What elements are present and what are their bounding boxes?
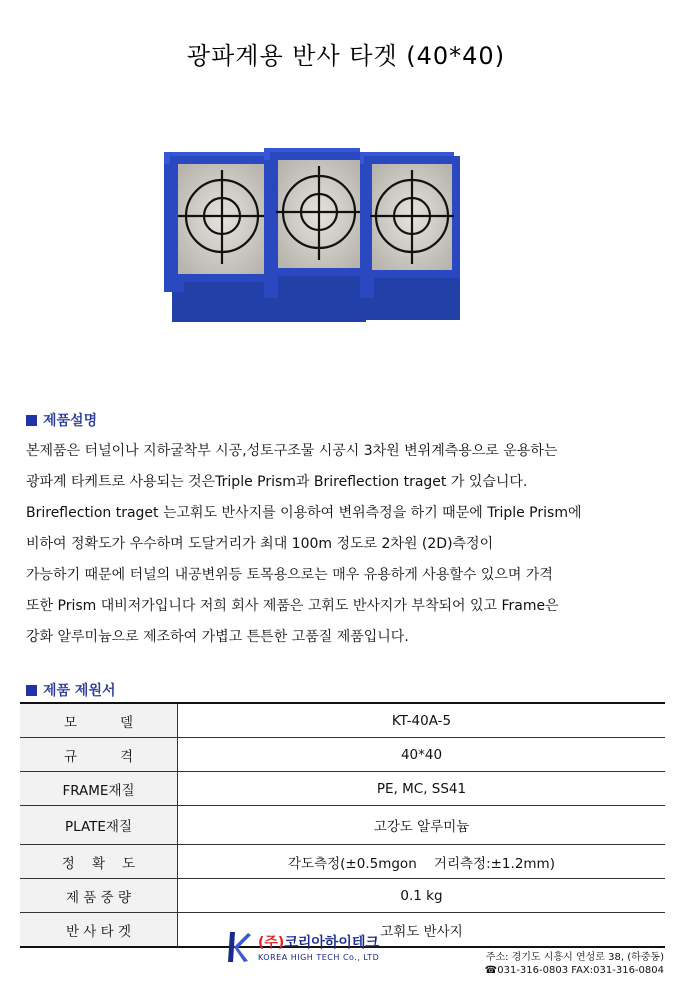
- description-line: 광파계 타케트로 사용되는 것은Triple Prism과 Brireflection traget 가 있습니다.: [26, 474, 528, 490]
- page-title: 광파계용 반사 타겟 (40*40): [186, 42, 506, 70]
- spec-value: KT-40A-5: [178, 703, 666, 738]
- spec-value: 고휘도 반사지: [178, 913, 666, 948]
- table-row: [20, 845, 665, 879]
- spec-label: 정 확 도: [20, 845, 178, 879]
- company-bracket: (주): [258, 935, 285, 951]
- spec-value: 0.1 kg: [178, 879, 666, 913]
- table-row: [20, 879, 665, 913]
- company-logo: [226, 930, 379, 964]
- target-2: [264, 148, 366, 322]
- spec-table: [20, 702, 665, 948]
- description-line: 또한 Prism 대비저가입니다 저희 회사 제품은 고휘도 반사지가 부착되어 있고 Frame은: [26, 598, 559, 614]
- table-row: [20, 772, 665, 806]
- spec-label: 모 델: [20, 703, 178, 738]
- company-name-en: KOREA HIGH TECH Co., LTD: [258, 953, 380, 962]
- spec-label: 규 격: [20, 738, 178, 772]
- company-name-ko-text: 코리아하이테크: [284, 935, 379, 951]
- square-bullet-icon: [26, 415, 37, 426]
- table-row: [20, 806, 665, 845]
- contact-line: ☎031-316-0803 FAX:031-316-0804: [484, 965, 664, 976]
- spec-value: 고강도 알루미늄: [178, 806, 666, 845]
- section-heading-text: 제품설명: [43, 413, 98, 429]
- product-description: [26, 436, 666, 653]
- address-line: 주소: 경기도 시흥시 연성로 38, (하중동): [485, 952, 664, 963]
- spec-label: FRAME재질: [20, 772, 178, 806]
- description-line: Brireflection traget 는고휘도 반사지를 이용하여 변위측정을 하기 때문에 Triple Prism에: [26, 505, 582, 521]
- spec-label: 반 사 타 겟: [20, 913, 178, 948]
- product-photo: [108, 88, 578, 383]
- section-heading-text: 제품 제원서: [43, 683, 116, 699]
- section-heading-spec: [26, 680, 116, 700]
- target-3: [360, 152, 460, 320]
- spec-value: 각도측정(±0.5mgon 거리측정:±1.2mm): [178, 845, 666, 879]
- table-row: [20, 738, 665, 772]
- spec-value: 40*40: [178, 738, 666, 772]
- spec-label: 제 품 중 량: [20, 879, 178, 913]
- description-line: 본제품은 터널이나 지하굴착부 시공,성토구조물 시공시 3차원 변위계측용으로 운용하는: [26, 443, 558, 459]
- company-name-ko: [258, 932, 379, 952]
- spec-value: PE, MC, SS41: [178, 772, 666, 806]
- k-logo-icon: [226, 930, 252, 964]
- table-row: [20, 703, 665, 738]
- target-1: [164, 152, 270, 322]
- description-line: 강화 알루미늄으로 제조하여 가볍고 튼튼한 고품질 제품입니다.: [26, 629, 409, 645]
- company-address: [485, 951, 664, 977]
- square-bullet-icon: [26, 685, 37, 696]
- spec-label: PLATE재질: [20, 806, 178, 845]
- section-heading-description: [26, 410, 97, 430]
- description-line: 가능하기 때문에 터널의 내공변위등 토목용으로는 매우 유용하게 사용할수 있으며 가격: [26, 567, 553, 583]
- description-line: 비하여 정확도가 우수하며 도달거리가 최대 100m 정도로 2차원 (2D)측정이: [26, 536, 494, 552]
